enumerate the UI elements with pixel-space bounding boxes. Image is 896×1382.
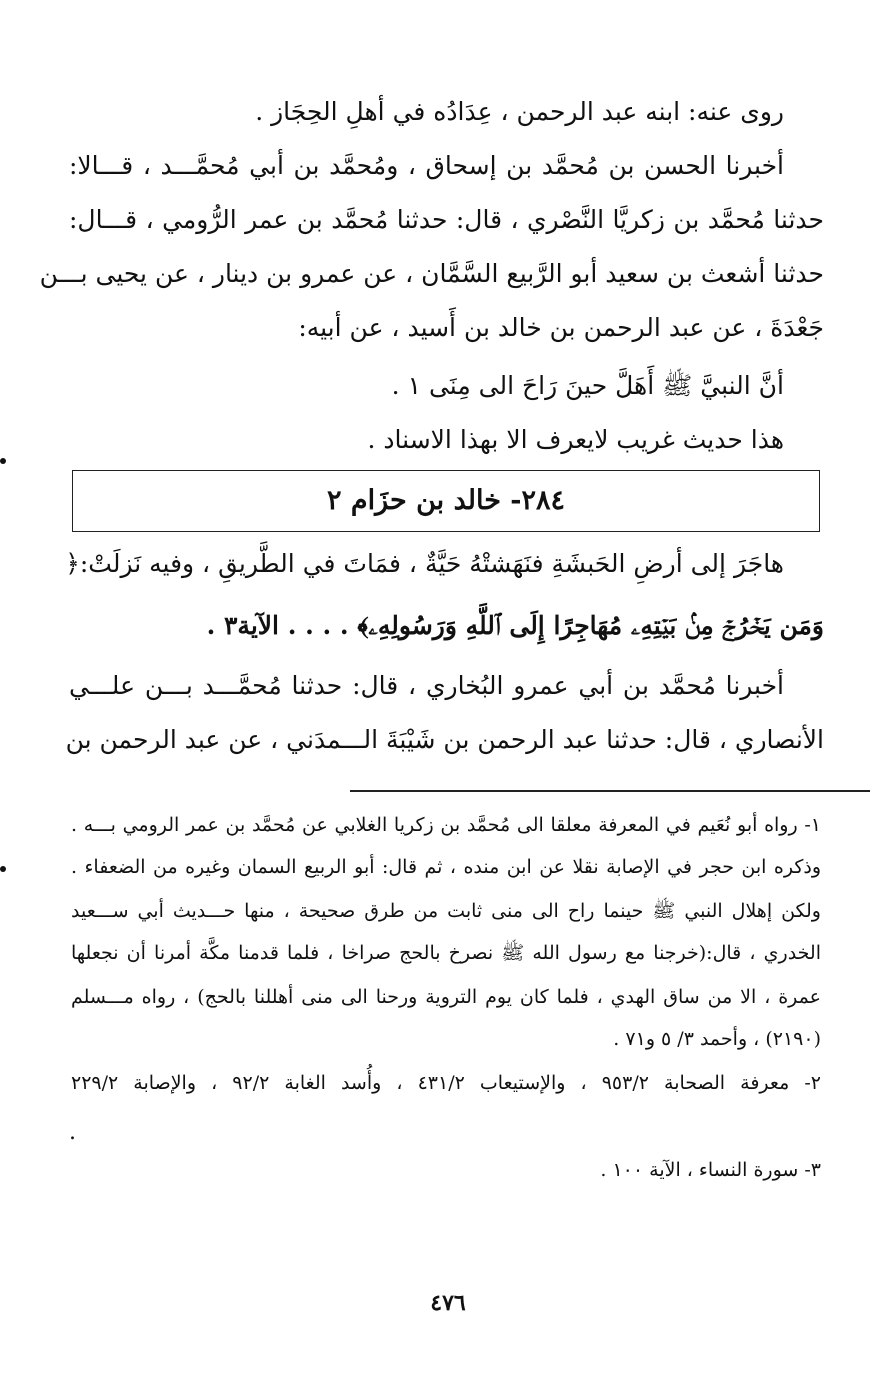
text-line-10: أخبرنا مُحمَّد بن أبي عمرو البُخاري ، قال: حدثنا مُحمَّـــد بـــن علـــي <box>69 671 784 700</box>
text-line-2: أخبرنا الحسن بن مُحمَّد بن إسحاق ، ومُحمَّد بن أبي مُحمَّـــد ، قـــالا: <box>69 151 784 180</box>
footnote-line-2: وذكره ابن حجر في الإصابة نقلا عن ابن منده ، ثم قال: أبو الربيع السمان وغيره من الضعفاء . <box>71 856 821 878</box>
text-line-4: حدثنا أشعث بن سعيد أبو الرَّبيع السَّمَّان ، عن عمرو بن دينار ، عن يحيى بـــن <box>39 259 824 288</box>
margin-scan-mark <box>0 458 6 464</box>
section-heading: ٢٨٤- خالد بن حزَام ٢ <box>326 485 566 516</box>
text-line-3: حدثنا مُحمَّد بن زكريَّا النَّصْري ، قال: حدثنا مُحمَّد بن عمر الرُّومي ، قـــال: <box>69 205 824 234</box>
hadith-text: أنَّ النبيَّ ﷺ أَهَلَّ حينَ رَاحَ الى مِنَى ١ . <box>391 371 784 400</box>
footnote-line-9: ٣- سورة النساء ، الآية ١٠٠ . <box>600 1159 821 1181</box>
quran-verse-line: وَمَن يَخۡرُجۡ مِنۢ بَيۡتِهِۦ مُهَاجِرًا إِلَى ٱللَّهِ وَرَسُولِهِۦ﴾ . . . . الآية٣ . <box>206 611 824 640</box>
text-line-11: الأنصاري ، قال: حدثنا عبد الرحمن بن شَيْبَةَ الـــمدَني ، عن عبد الرحمن بن <box>65 725 824 754</box>
footnote-continuation-dot: . <box>69 1120 76 1145</box>
footnote-line-7: ٢- معرفة الصحابة ٩٥٣/٢ ، والإستيعاب ٤٣١/٢ ، وأُسد الغابة ٩٢/٢ ، والإصابة ٢٢٩/٢ <box>71 1072 821 1094</box>
text-line-8: هاجَرَ إلى أرضِ الحَبشَةِ فنَهَشتْهُ حَيَّةٌ ، فمَاتَ في الطَّريقِ ، وفيه نَزلَتْ:﴿ <box>65 549 784 578</box>
page-number: ٤٧٦ <box>430 1290 466 1316</box>
text-line-1: روى عنه: ابنه عبد الرحمن ، عِدَادُه في أهلِ الحِجَاز . <box>255 97 784 126</box>
footnote-line-1: ١- رواه أبو نُعَيم في المعرفة معلقا الى مُحمَّد بن زكريا الغلابي عن مُحمَّد بن عمر الرومي بـــه . <box>71 814 821 836</box>
footnote-line-6: (٢١٩٠) ، وأحمد ٣/ ٥ و٧١ . <box>613 1028 821 1050</box>
text-line-5: جَعْدَةَ ، عن عبد الرحمن بن خالد بن أَسيد ، عن أبيه: <box>298 313 824 342</box>
margin-scan-mark <box>0 866 6 872</box>
section-heading-box <box>72 470 820 532</box>
footnote-divider <box>350 790 870 792</box>
footnote-line-4: الخدري ، قال:(خرجنا مع رسول الله ﷺ نصرخ بالحج صراخا ، فلما قدمنا مكَّة أمرنا أن نجعلها <box>71 942 821 964</box>
text-line-7: هذا حديث غريب لايعرف الا بهذا الاسناد . <box>367 425 784 454</box>
footnote-line-3: ولكن إهلال النبي ﷺ حينما راح الى منى ثابت من طرق صحيحة ، منها حـــديث أبي ســـعيد <box>71 900 821 922</box>
footnote-line-5: عمرة ، الا من ساق الهدي ، فلما كان يوم التروية ورحنا الى منى أهللنا بالحج) ، رواه مـــسلم <box>71 986 821 1008</box>
